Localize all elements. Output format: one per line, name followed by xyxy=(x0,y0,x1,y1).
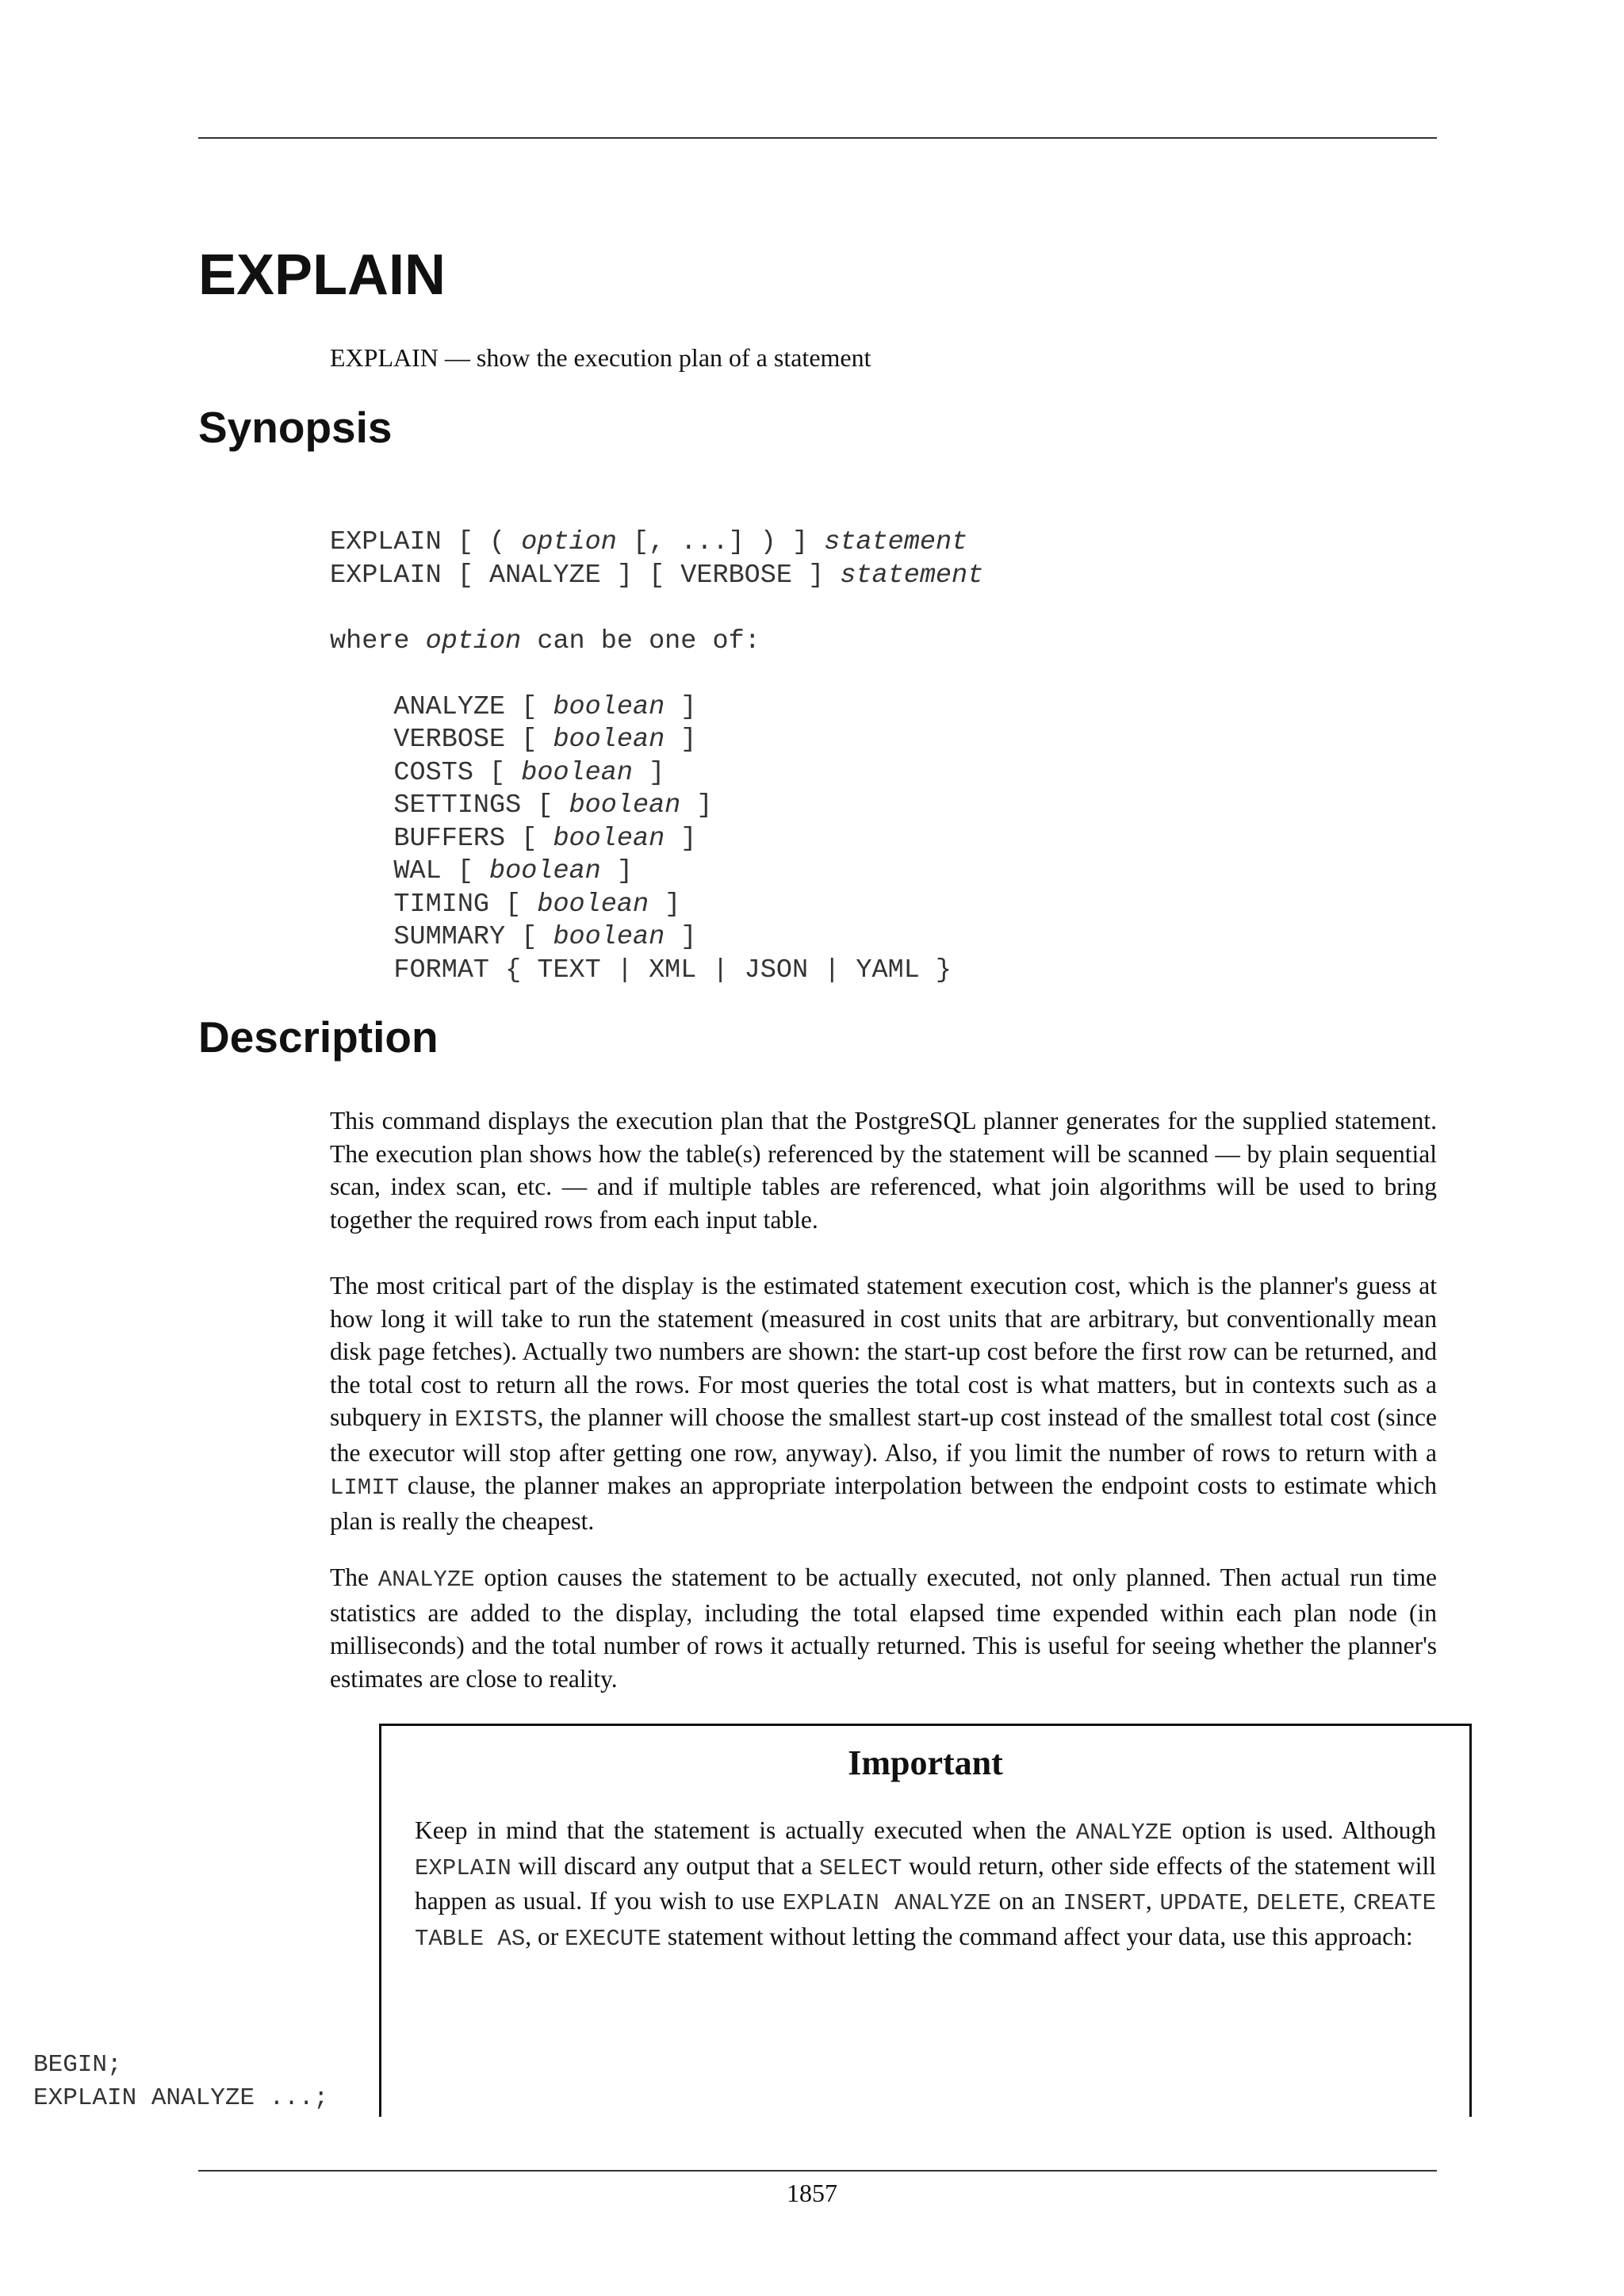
refname-line: EXPLAIN — show the execution plan of a statement xyxy=(330,343,871,372)
inline-code: SELECT xyxy=(819,1854,902,1881)
inline-code: DELETE xyxy=(1256,1890,1339,1916)
synopsis-option: SUMMARY [ boolean ] xyxy=(330,922,697,952)
inline-code: LIMIT xyxy=(330,1475,400,1501)
inline-code: EXISTS xyxy=(454,1406,538,1433)
inline-code: EXPLAIN xyxy=(415,1854,511,1881)
page-title: EXPLAIN xyxy=(198,243,446,307)
footer-rule xyxy=(198,2170,1437,2172)
synopsis-option: FORMAT { TEXT | XML | JSON | YAML } xyxy=(330,955,952,985)
header-rule xyxy=(198,137,1437,139)
section-heading-description: Description xyxy=(198,1012,439,1062)
synopsis-option: COSTS [ boolean ] xyxy=(330,757,665,788)
important-admonition xyxy=(379,1724,1472,2117)
section-heading-synopsis: Synopsis xyxy=(198,403,393,452)
synopsis-line: EXPLAIN [ ( option [, ...] ) ] statement xyxy=(330,527,968,557)
admonition-paragraph: Keep in mind that the statement is actually executed when the ANALYZE option is used. Although EXPLAIN will discard any output that a SELECT would return, other side effects of the statement will happen as usual. If you wish to use EXPLAIN ANALYZE on an INSERT, UPDATE, DELETE, CREATE TABLE AS, or EXECUTE statement without letting the command affect your data, use this approach: xyxy=(415,1816,1436,1952)
synopsis-option: TIMING [ boolean ] xyxy=(330,889,681,920)
admonition-title: Important xyxy=(848,1743,1003,1782)
synopsis-option: BUFFERS [ boolean ] xyxy=(330,823,697,854)
inline-code: INSERT xyxy=(1063,1890,1146,1916)
synopsis-line: EXPLAIN [ ANALYZE ] [ VERBOSE ] statement xyxy=(330,560,984,591)
code-line: EXPLAIN ANALYZE ...; xyxy=(33,2084,329,2112)
description-paragraph-1: This command displays the execution plan that the PostgreSQL planner generates for the supplied statement. The execution plan shows how the table(s) referenced by the statement will be scanned — by plain sequential scan, index scan, etc. — and if multiple tables are referenced, what join algorithms will be used to bring together the required rows from each input table. xyxy=(330,1107,1437,1234)
admonition-code-block xyxy=(33,2049,328,2114)
inline-code: ANALYZE xyxy=(1075,1820,1173,1846)
synopsis-line: where option can be one of: xyxy=(330,626,760,656)
synopsis-code-block xyxy=(330,526,983,987)
inline-code: ANALYZE xyxy=(377,1567,475,1593)
inline-code: EXPLAIN ANALYZE xyxy=(782,1890,991,1916)
synopsis-option: SETTINGS [ boolean ] xyxy=(330,790,713,821)
code-line: BEGIN; xyxy=(33,2051,122,2079)
inline-code: EXECUTE xyxy=(565,1925,661,1952)
description-paragraph-2: The most critical part of the display is the estimated statement execution cost, which is the planner's guess at how long it will take to run the statement (measured in cost units that are arbitrary, but conventionally mean disk page fetches). Actually two numbers are shown: the start-up cost before the first row can be returned, and the total cost to return all the rows. For most queries the total cost is what matters, but in contexts such as a subquery in EXISTS, the planner will choose the smallest start-up cost instead of the smallest total cost (since the executor will stop after getting one row, anyway). Also, if you limit the number of rows to return with a LIMIT clause, the planner makes an appropriate interpolation between the endpoint costs to estimate which plan is really the cheapest. xyxy=(330,1272,1437,1535)
inline-code: CREATE TABLE AS xyxy=(415,1890,1436,1952)
synopsis-option: WAL [ boolean ] xyxy=(330,856,633,886)
synopsis-option: VERBOSE [ boolean ] xyxy=(330,725,697,755)
inline-code: UPDATE xyxy=(1159,1890,1243,1916)
description-paragraph-3: The ANALYZE option causes the statement to be actually executed, not only planned. Then actual run time statistics are added to the display, including the total elapsed time expended within each plan node (in milliseconds) and the total number of rows it actually returned. This is useful for seeing whether the planner's estimates are close to reality. xyxy=(330,1563,1437,1693)
synopsis-option: ANALYZE [ boolean ] xyxy=(330,691,697,722)
page-number: 1857 xyxy=(787,2179,837,2207)
